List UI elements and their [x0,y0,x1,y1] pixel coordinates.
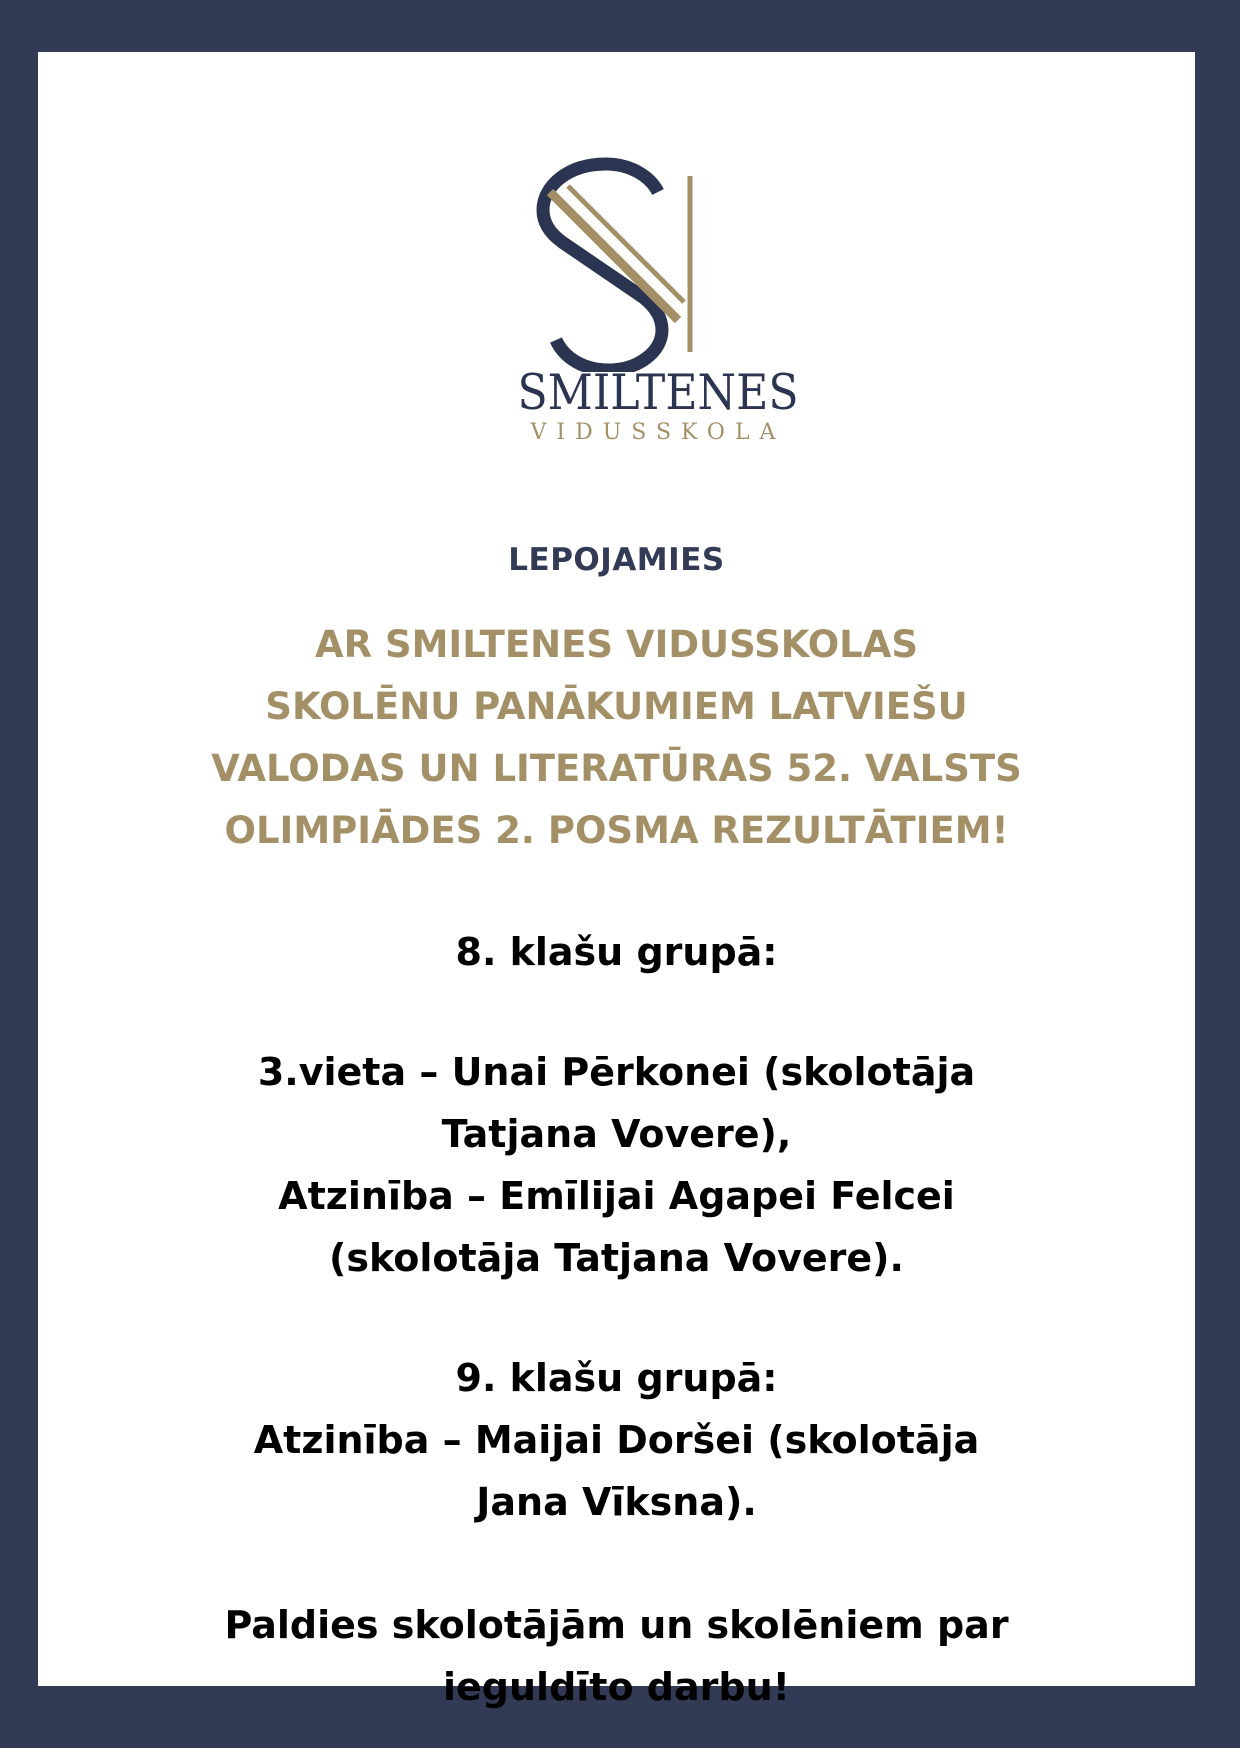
school-name: SMILTENES [517,364,799,421]
result-line: 3.vieta – Unai Pērkonei (skolotāja [257,1050,976,1094]
thanks-message [38,1594,1195,1718]
result-line: Jana Vīksna). [476,1480,757,1524]
headline-line: SKOLĒNU PANĀKUMIEM LATVIEŠU [265,685,968,728]
school-subtitle: VIDUSSKOLA [530,420,786,445]
group9-results [38,1347,1195,1533]
thanks-line: Paldies skolotājām un skolēniem par [224,1603,1009,1647]
poster-sheet [38,52,1195,1709]
group8-heading: 8. klašu grupā: [455,930,778,974]
result-line: Atzinība – Emīlijai Agapei Felcei [278,1174,955,1218]
headline-line: AR SMILTENES VIDUSSKOLAS [314,623,919,666]
group9-heading: 9. klašu grupā: [455,1356,778,1400]
group8-results [38,1041,1195,1289]
s-v-monogram-icon [38,52,1195,372]
result-line: Atzinība – Maijai Doršei (skolotāja [253,1418,980,1462]
headline-line: OLIMPIĀDES 2. POSMA REZULTĀTIEM! [224,809,1009,852]
kicker-text: LEPOJAMIES [508,542,725,578]
result-line: (skolotāja Tatjana Vovere). [329,1236,904,1280]
result-line: Tatjana Vovere), [441,1112,792,1156]
thanks-line: ieguldīto darbu! [443,1665,790,1709]
headline-line: VALODAS UN LITERATŪRAS 52. VALSTS [211,747,1022,790]
headline [38,614,1195,862]
